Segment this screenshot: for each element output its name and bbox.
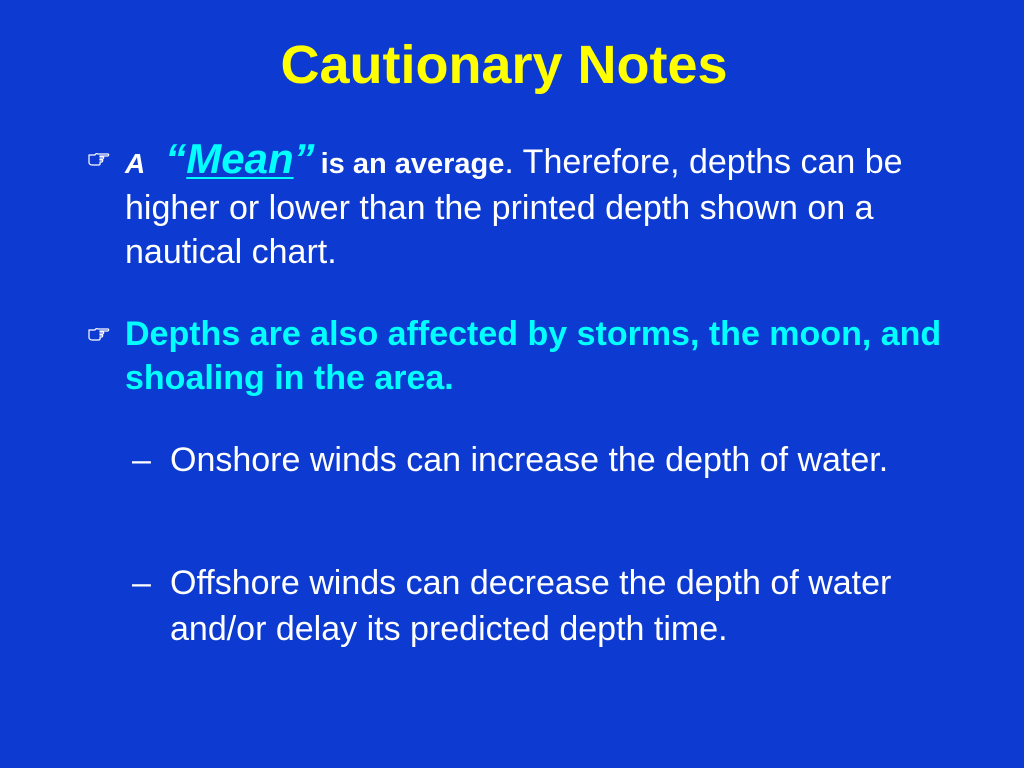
pointing-hand-icon: [88, 325, 110, 341]
bullet-depth-factors: [125, 312, 975, 400]
slide-title: Cautionary Notes: [280, 35, 728, 95]
mean-word: Mean: [186, 135, 294, 182]
subbullet-onshore: [132, 437, 970, 483]
quote-open: “: [165, 135, 187, 182]
lead-article: A: [125, 148, 146, 179]
dash-marker: –: [132, 564, 151, 602]
bullet1-rest: . Therefore, depths can be higher or lower than the printed depth shown on a nautical chart.: [125, 143, 903, 271]
mean-term: [165, 135, 314, 182]
pointing-hand-icon: [88, 150, 110, 166]
average-emphasis: is an average: [320, 148, 505, 180]
bullet-mean-definition: [125, 137, 975, 274]
quote-close: ”: [293, 135, 315, 182]
dash-marker: –: [132, 441, 151, 479]
subbullet-text: Offshore winds can decrease the depth of water and/or delay its predicted depth time.: [170, 564, 892, 648]
subbullet-offshore: [132, 560, 970, 652]
bullet2-text: Depths are also affected by storms, the moon, and shoaling in the area.: [125, 315, 942, 397]
subbullet-text: Onshore winds can increase the depth of water.: [170, 441, 889, 479]
